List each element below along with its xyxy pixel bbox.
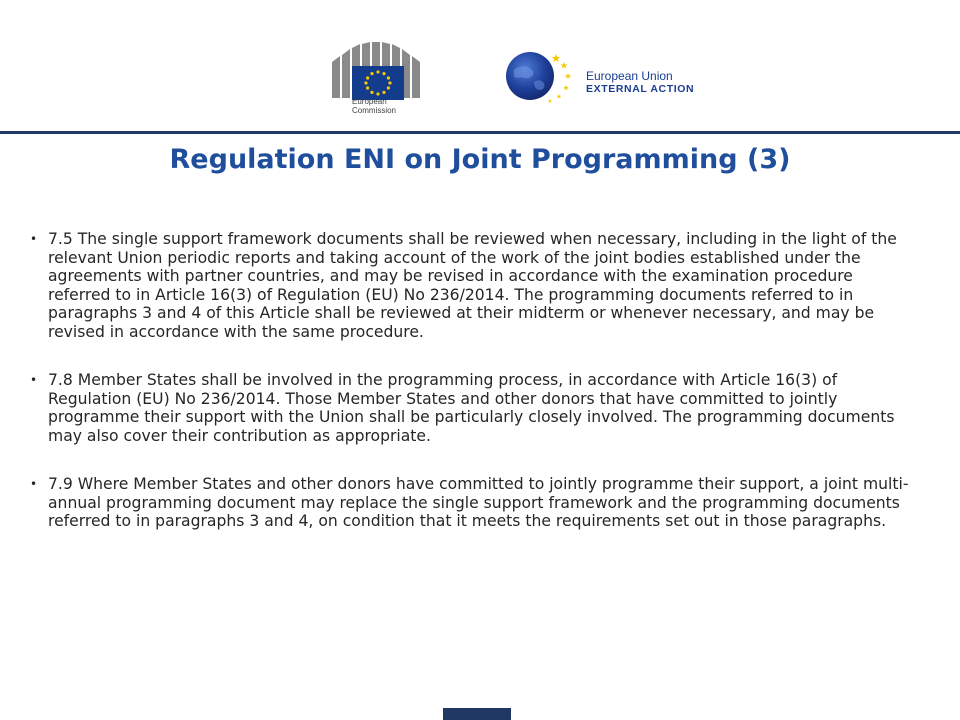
slide-title: Regulation ENI on Joint Programming (3): [169, 144, 791, 175]
header-divider: [0, 131, 960, 134]
bullet-text: 7.8 Member States shall be involved in the programming process, in accordance with Article 16(3) of Regulation (EU) No 236/2014. Those Member States and other donors that have committed to jointly programme their support with the Union shall be particularly closely involved. The programming documents may also cover their contribution as appropriate.: [48, 371, 895, 445]
slide-header: [0, 0, 960, 134]
bullet-text: 7.9 Where Member States and other donors have committed to jointly programme their support, a joint multi-annual programming document may replace the single support framework and the programming documents referred to in paragraphs 3 and 4, on condition that it meets the requirements set out in those paragraphs.: [48, 475, 909, 530]
bullet-list: [30, 230, 910, 531]
eu-logo-line2: EXTERNAL ACTION: [586, 83, 695, 95]
eu-external-action-wordmark: [586, 70, 694, 95]
eu-logo-line1: European Union: [586, 69, 673, 83]
bullet-icon: •: [30, 232, 38, 246]
bullet-icon: •: [30, 373, 38, 387]
bullet-item-7-5: [30, 230, 910, 341]
bullet-item-7-8: [30, 371, 910, 445]
bullet-item-7-9: [30, 475, 910, 531]
eu-globe-icon: [504, 48, 580, 104]
bullet-text: 7.5 The single support framework documents shall be reviewed when necessary, including in the light of the relevant Union periodic reports and taking account of the work of the joint bodies established under the agreements with partner countries, and may be revised in accordance with the examination procedure referred to in Article 16(3) of Regulation (EU) No 236/2014. The programming documents referred to in paragraphs 3 and 4 of this Article shall be reviewed at their midterm or whenever necessary, and may be revised in accordance with the same procedure.: [48, 230, 897, 341]
european-commission-wordmark: European Commission: [352, 97, 397, 115]
bullet-icon: •: [30, 477, 38, 491]
footer-accent-bar: [443, 708, 511, 720]
